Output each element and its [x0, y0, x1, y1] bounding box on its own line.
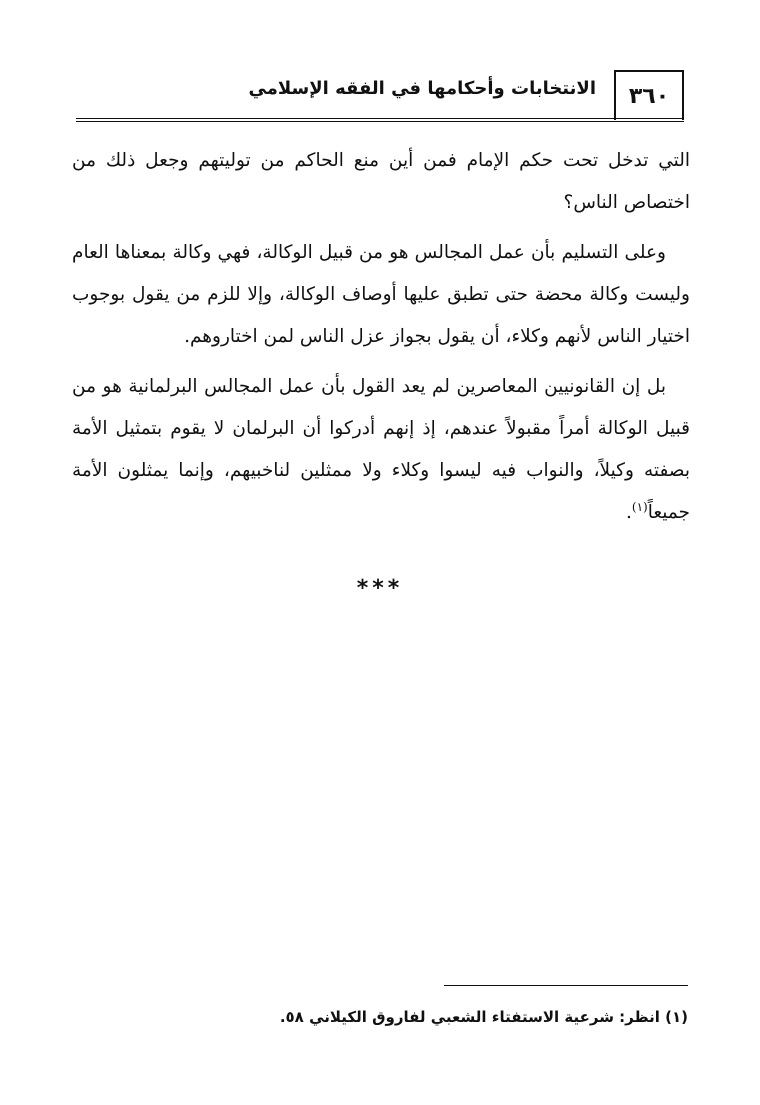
paragraph-2: وعلى التسليم بأن عمل المجالس هو من قبيل الوكالة، فهي وكالة بمعناها العام وليست وكالة محضة حتى تطبق عليها أوصاف الوكالة، وإلا للزم من يقول بوجوب اختيار الناس لأنهم وكلاء، أن يقول بجواز عزل الناس لمن اختاروهم. — [72, 242, 690, 347]
footnote-rule — [444, 985, 688, 986]
section-separator: *** — [356, 576, 404, 601]
footnote-reference[interactable]: (١) — [631, 499, 648, 514]
header-rule — [76, 118, 684, 122]
body-text — [72, 140, 690, 534]
paragraph-3-end: . — [626, 502, 632, 523]
footnote: (١) انظر: شرعية الاستفتاء الشعبي لفاروق الكيلاني ٥٨. — [279, 1008, 688, 1026]
paragraph-3-text: بل إن القانونيين المعاصرين لم يعد القول بأن عمل المجالس البرلمانية هو من قبيل الوكالة أمراً مقبولاً عندهم، إذ إنهم أدركوا أن البرلمان لا يقوم بتمثيل الأمة بصفته وكيلاً، والنواب فيه ليسوا وكلاء ولا ممثلين لناخبيهم، وإنما يمثلون الأمة جميعاً — [72, 376, 690, 523]
running-title: الانتخابات وأحكامها في الفقه الإسلامي — [248, 78, 596, 99]
page-number: ٣٦٠ — [614, 70, 684, 120]
paragraph-3 — [72, 366, 690, 534]
page-header — [76, 70, 684, 122]
paragraph-1: التي تدخل تحت حكم الإمام فمن أين منع الحاكم من توليتهم وجعل ذلك من اختصاص الناس؟ — [72, 150, 690, 213]
